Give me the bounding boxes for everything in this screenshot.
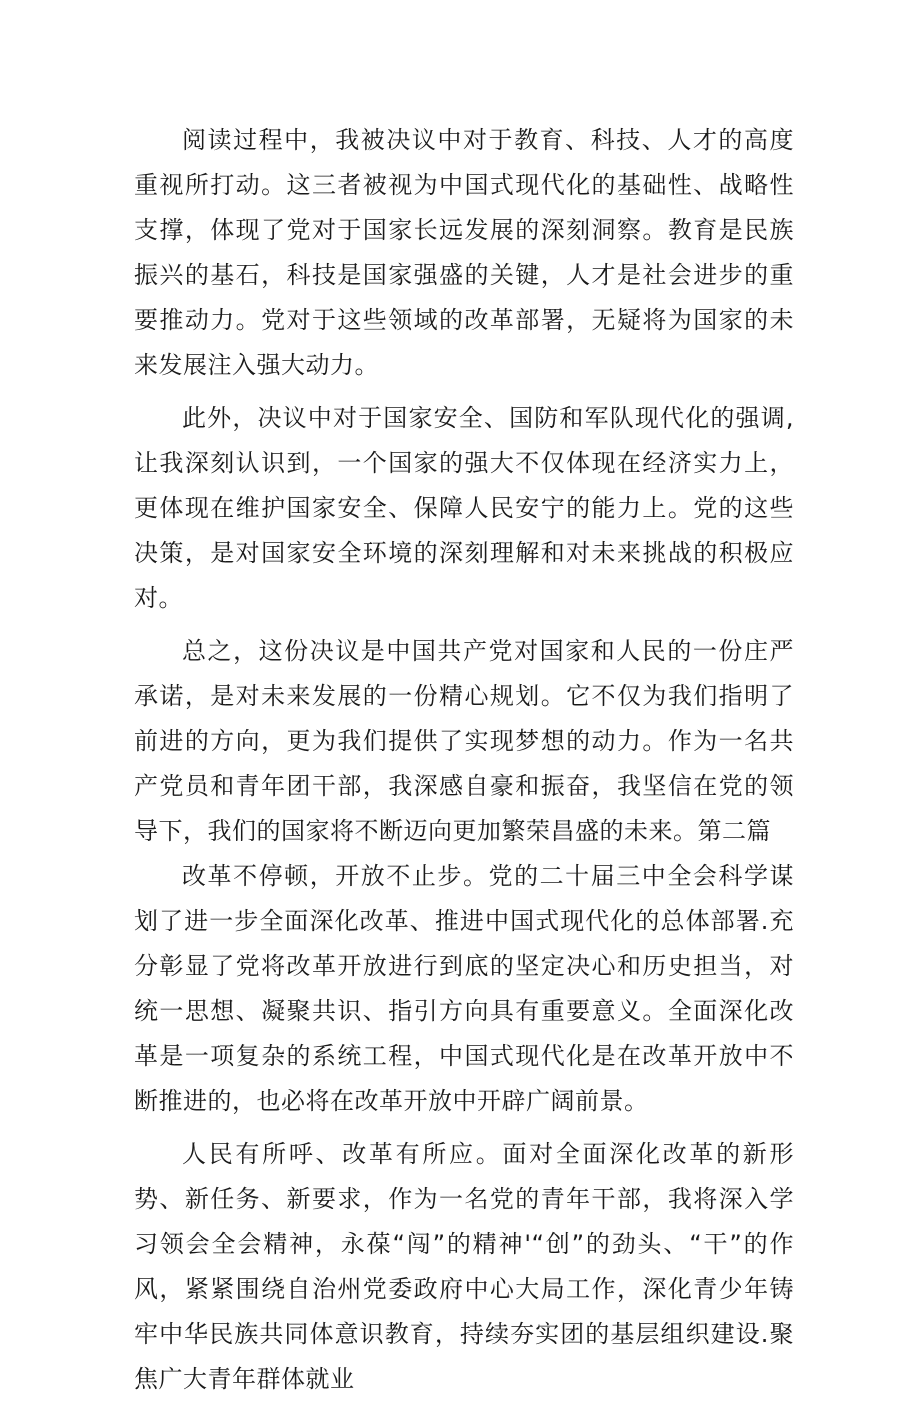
document-body: [134, 118, 794, 1402]
paragraph-conclusion: 总之，这份决议是中国共产党对国家和人民的一份庄严承诺，是对未来发展的一份精心规划。它不仅为我们指明了前进的方向，更为我们提供了实现梦想的动力。作为一名共产党员和青年团干部，我深感自豪和振奋，我坚信在党的领导下，我们的国家将不断迈向更加繁荣昌盛的未来。第二篇: [134, 637, 794, 845]
paragraph-education-tech-talent: 阅读过程中，我被决议中对于教育、科技、人才的高度重视所打动。这三者被视为中国式现代化的基础性、战略性支撑，体现了党对于国家长远发展的深刻洞察。教育是民族振兴的基石，科技是国家强盛的关键，人才是社会进步的重要推动力。党对于这些领域的改革部署，无疑将为国家的未来发展注入强大动力。: [134, 126, 794, 379]
paragraph-national-security: 此外，决议中对于国家安全、国防和军队现代化的强调,让我深刻认识到，一个国家的强大不仅体现在经济实力上，更体现在维护国家安全、保障人民安宁的能力上。党的这些决策，是对国家安全环境的深刻理解和对未来挑战的积极应对。: [134, 404, 794, 612]
paragraph-people-reform: 人民有所呼、改革有所应。面对全面深化改革的新形势、新任务、新要求，作为一名党的青年干部，我将深入学习领会全会精神，永葆“闯”的精神'“创”的劲头、“干”的作风，紧紧围绕自治州党委政府中心大局工作，深化青少年铸牢中华民族共同体意识教育，持续夯实团的基层组织建设.聚焦广大青年群体就业: [134, 1140, 794, 1393]
paragraph-reform-opening: 改革不停顿，开放不止步。党的二十届三中全会科学谋划了进一步全面深化改革、推进中国式现代化的总体部署.充分彰显了党将改革开放进行到底的坚定决心和历史担当，对统一思想、凝聚共识、指引方向具有重要意义。全面深化改革是一项复杂的系统工程，中国式现代化是在改革开放中不断推进的，也必将在改革开放中开辟广阔前景。: [134, 862, 794, 1115]
